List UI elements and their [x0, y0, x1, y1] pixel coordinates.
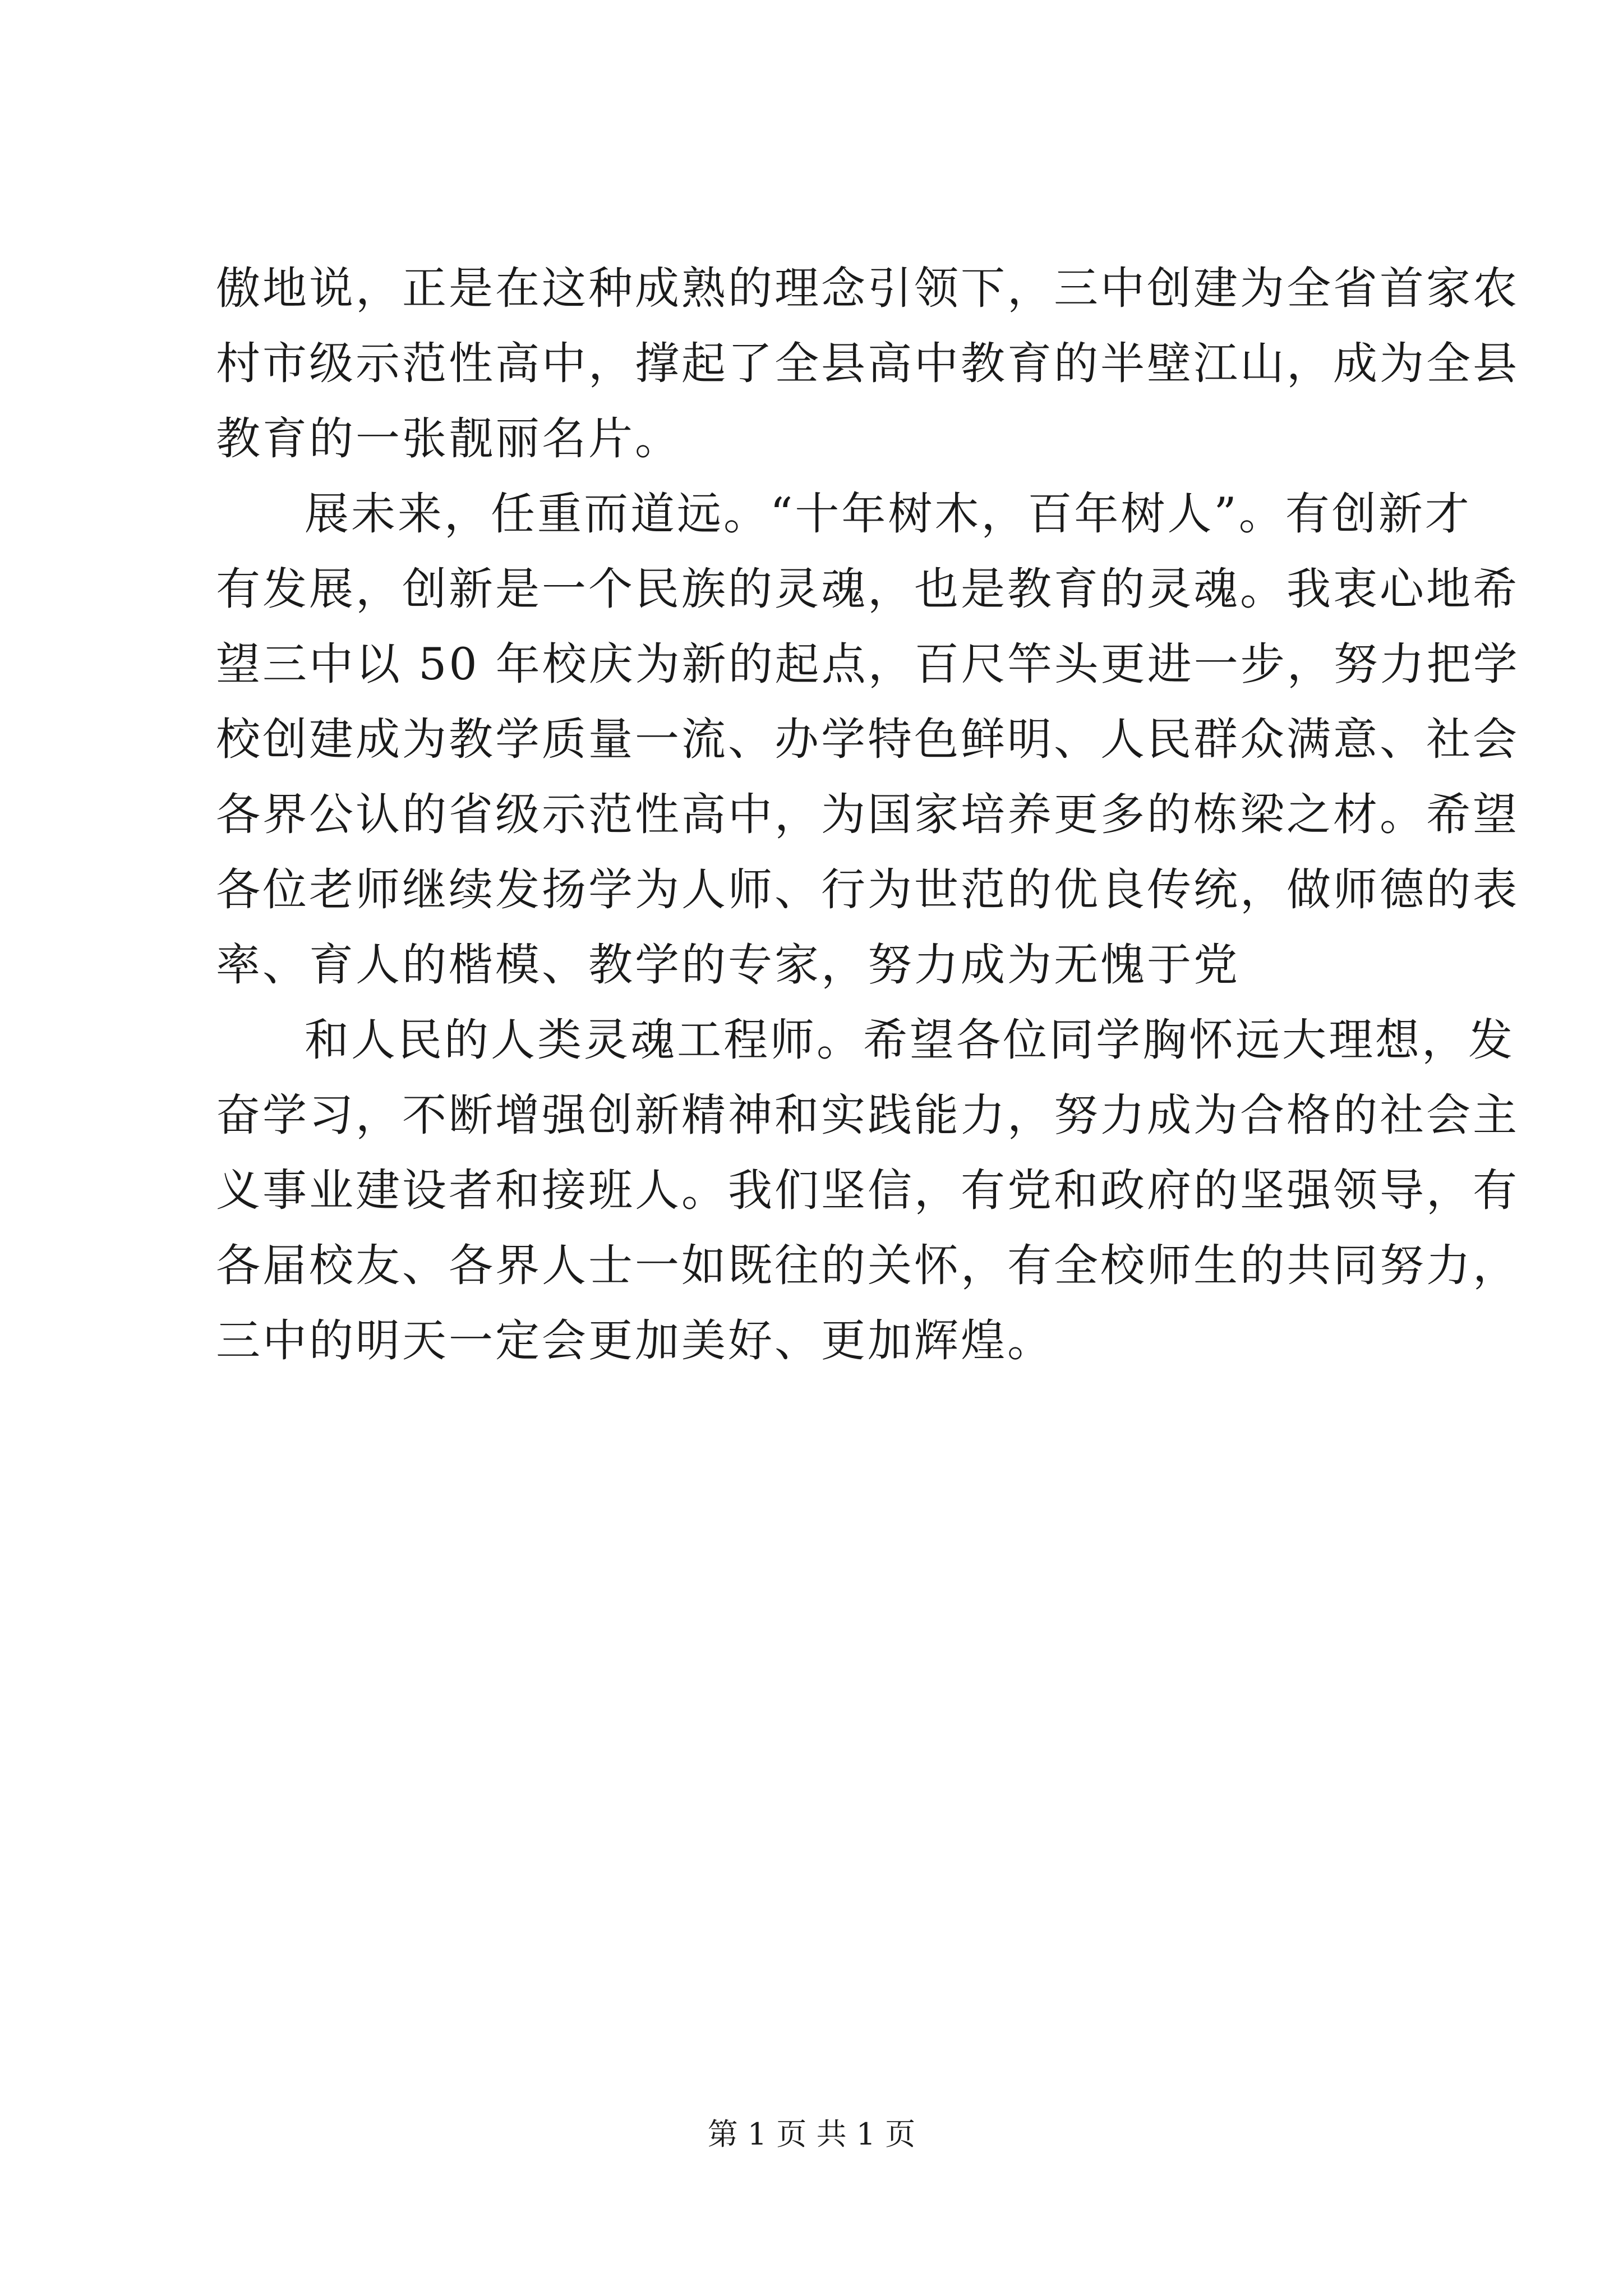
page-footer: 第 1 页 共 1 页 [707, 2116, 916, 2152]
text-line: 教育的一张靓丽名片。 [216, 413, 681, 464]
text-line: 有发展，创新是一个民族的灵魂，也是教育的灵魂。我衷心地希 [216, 563, 1519, 615]
text-line: 村市级示范性高中，撑起了全县高中教育的半壁江山，成为全县 [216, 338, 1519, 389]
paragraph-start-line: 和人民的人类灵魂工程师。希望各位同学胸怀远大理想，发 [305, 1014, 1515, 1066]
text-line: 各界公认的省级示范性高中，为国家培养更多的栋梁之材。希望 [216, 789, 1519, 840]
text-line: 各届校友、各界人士一如既往的关怀，有全校师生的共同努力， [216, 1240, 1519, 1291]
text-line: 三中的明天一定会更加美好、更加辉煌。 [216, 1315, 1054, 1366]
text-line: 傲地说，正是在这种成熟的理念引领下，三中创建为全省首家农 [216, 263, 1519, 314]
paragraph-start-line: 展未来，任重而道远。“十年树木，百年树人”。有创新才 [305, 488, 1472, 540]
text-line: 义事业建设者和接班人。我们坚信，有党和政府的坚强领导，有 [216, 1165, 1519, 1216]
text-line: 率、育人的楷模、教学的专家，努力成为无愧于党 [216, 939, 1240, 991]
text-line: 奋学习，不断增强创新精神和实践能力，努力成为合格的社会主 [216, 1089, 1519, 1141]
text-line: 望三中以 50 年校庆为新的起点，百尺竿头更进一步，努力把学 [216, 638, 1520, 690]
text-line: 校创建成为教学质量一流、办学特色鲜明、人民群众满意、社会 [216, 714, 1519, 765]
text-line: 各位老师继续发扬学为人师、行为世范的优良传统，做师德的表 [216, 864, 1519, 915]
document-body [216, 251, 1520, 1378]
